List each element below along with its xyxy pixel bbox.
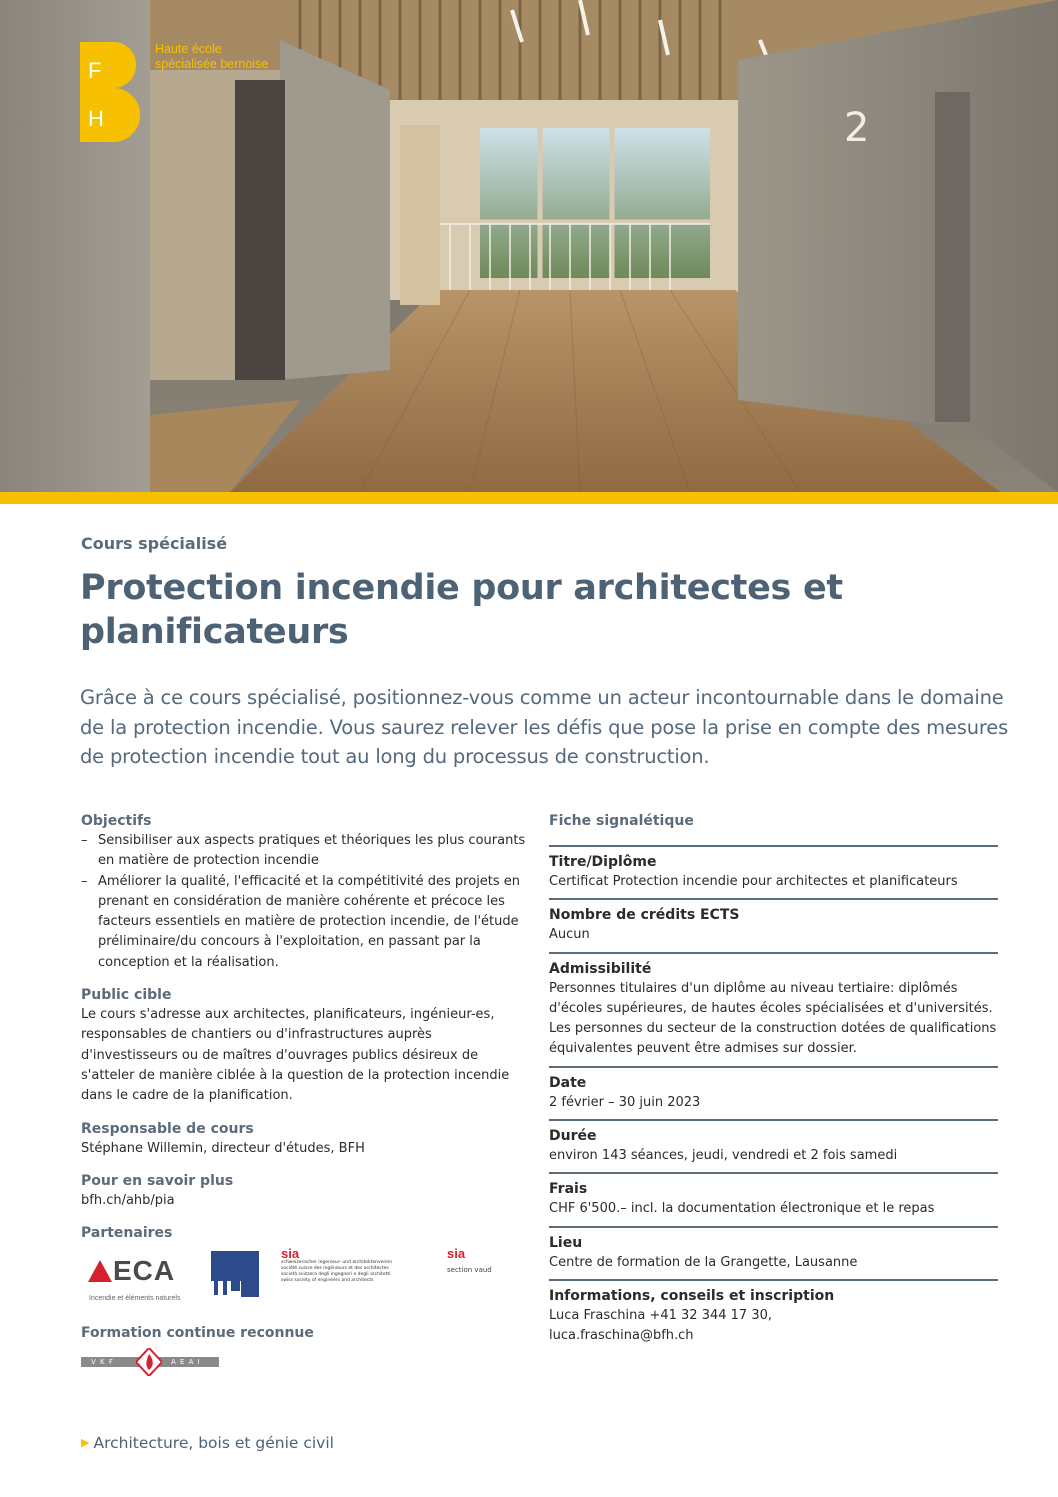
sia-vaud-sub: section vaud — [447, 1266, 492, 1275]
fiche-value: Centre de formation de la Grangette, Lausanne — [549, 1254, 858, 1270]
sia-logo — [281, 1247, 441, 1284]
sia-vaud-name: sia — [447, 1246, 466, 1262]
fiche-row-admissibilite — [549, 952, 998, 1066]
fiche-label: Frais — [549, 1181, 588, 1198]
sia-line: swiss society of engineers and architects — [281, 1278, 374, 1284]
sia-logo-name: sia — [281, 1246, 300, 1262]
section-savoir-plus — [81, 1171, 529, 1211]
sia-line: società svizzera degli ingegneri e degli architetti — [281, 1272, 391, 1278]
vkf-logo — [81, 1347, 529, 1379]
section-text: Stéphane Willemin, directeur d'études, BFH — [81, 1140, 365, 1156]
sia-vaud-logo — [447, 1247, 507, 1280]
bfh-logo — [80, 42, 146, 142]
section-heading: Pour en savoir plus — [81, 1172, 234, 1189]
eca-logo-sub: Incendie et éléments naturels — [89, 1295, 181, 1303]
fiche-value: Aucun — [549, 927, 590, 943]
contact-email[interactable]: luca.fraschina@bfh.ch — [549, 1328, 694, 1344]
left-column — [81, 811, 529, 1391]
footer-link-label: Architecture, bois et génie civil — [93, 1434, 334, 1452]
logo-letter-h: H — [88, 106, 104, 131]
eca-logo-name: ECA — [113, 1255, 176, 1287]
footer-category-link[interactable] — [81, 1434, 334, 1452]
bfh-logo-mark — [80, 42, 146, 142]
vkf-left-text: V K F — [91, 1358, 114, 1367]
section-formation — [81, 1323, 529, 1379]
sia-line: schweizerischer ingenieur- und architektenverein — [281, 1260, 393, 1266]
section-heading: Objectifs — [81, 813, 152, 829]
vkf-right-text: A E A I — [171, 1358, 201, 1367]
hero-illustration — [0, 0, 1058, 492]
section-partenaires — [81, 1223, 529, 1315]
section-heading: Formation continue reconnue — [81, 1325, 314, 1342]
accent-rule — [0, 492, 1058, 504]
fiche-value: CHF 6'500.– incl. la documentation électronique et le repas — [549, 1201, 935, 1217]
fiche-label: Durée — [549, 1128, 597, 1145]
section-heading: Responsable de cours — [81, 1120, 254, 1137]
logo-tagline-line: spécialisée bernoise — [155, 57, 269, 71]
fiche-value: Personnes titulaires d'un diplôme au niveau tertiaire: diplômés d'écoles supérieures, de hautes écoles spécialisées et d'universités. Les personnes du secteur de la construction dotées de qualifications équivalentes peuvent être admises sur dossier. — [549, 980, 997, 1057]
fiche-label: Informations, conseils et inscription — [549, 1287, 835, 1304]
fiche-value: Certificat Protection incendie pour architectes et planificateurs — [549, 874, 958, 889]
fiche-signaletique — [549, 811, 998, 1353]
fiche-label: Admissibilité — [549, 960, 652, 977]
lead-paragraph: Grâce à ce cours spécialisé, positionnez-vous comme un acteur incontournable dans le domaine de la protection incendie. Vous saurez relever les défis que pose la prise en compte des mesures de protection incendie tout au long du processus de construction. — [80, 686, 1009, 768]
fiche-row-lieu — [549, 1226, 998, 1279]
page-title: Protection incendie pour architectes et planificateurs — [80, 568, 843, 652]
logo-tagline — [155, 42, 268, 72]
fiche-value: environ 143 séances, jeudi, vendredi et 2 fois samedi — [549, 1148, 898, 1164]
course-kicker: Cours spécialisé — [81, 534, 228, 553]
fiche-row-date — [549, 1066, 998, 1119]
section-heading: Public cible — [81, 987, 172, 1004]
fiche-label: Lieu — [549, 1234, 583, 1251]
fiche-value: 2 février – 30 juin 2023 — [549, 1094, 701, 1110]
fiche-row-ects — [549, 898, 998, 951]
logo-tagline-line: Haute école — [155, 42, 222, 56]
section-public-cible — [81, 985, 529, 1106]
vkf-flame-icon — [136, 1348, 162, 1376]
hero-photo — [0, 0, 1058, 492]
section-responsable — [81, 1119, 529, 1159]
section-text: Le cours s'adresse aux architectes, planificateurs, ingénieur-es, responsables de chantiers ou d'infrastructures auprès d'investisseurs ou de maîtres d'ouvrages publics désireux de s'atteler de manière ciblée à la question de la protection incendie dans le cadre de la planification. — [81, 1007, 510, 1104]
section-heading: Partenaires — [81, 1225, 173, 1242]
list-item: – Sensibiliser aux aspects pratiques et théoriques les plus courants en matière de protection incendie — [81, 831, 529, 872]
floor-number-sign: 2 — [844, 105, 870, 151]
partner-square-logo — [211, 1251, 259, 1297]
contact-phone[interactable]: Luca Fraschina +41 32 344 17 30, — [549, 1307, 772, 1323]
course-link[interactable]: bfh.ch/ahb/pia — [81, 1192, 175, 1208]
sia-line: société suisse des ingénieurs et des architectes — [281, 1266, 389, 1272]
objectives-list — [81, 831, 529, 973]
fiche-heading: Fiche signalétique — [549, 813, 694, 829]
section-objectifs — [81, 811, 529, 973]
fiche-row-informations — [549, 1279, 998, 1353]
fiche-label: Nombre de crédits ECTS — [549, 907, 740, 924]
list-item: – Améliorer la qualité, l'efficacité et la compétitivité des projets en prenant en considération de manière cohérente et précoce les facteurs essentiels en matière de protection incendie, de l'étude préliminaire/du concours à l'exploitation, en passant par la conception et la réalisation. — [81, 872, 529, 973]
fiche-row-frais — [549, 1172, 998, 1225]
logo-letter-f: F — [88, 58, 102, 83]
partner-logos — [81, 1247, 529, 1315]
fiche-label: Titre/Diplôme — [549, 854, 657, 870]
eca-triangle-icon — [87, 1259, 113, 1283]
partner-square-mark — [211, 1251, 259, 1297]
triangle-right-icon: ▶ — [81, 1436, 90, 1449]
fiche-row-titre — [549, 845, 998, 898]
fiche-row-duree — [549, 1119, 998, 1172]
fiche-label: Date — [549, 1074, 587, 1091]
